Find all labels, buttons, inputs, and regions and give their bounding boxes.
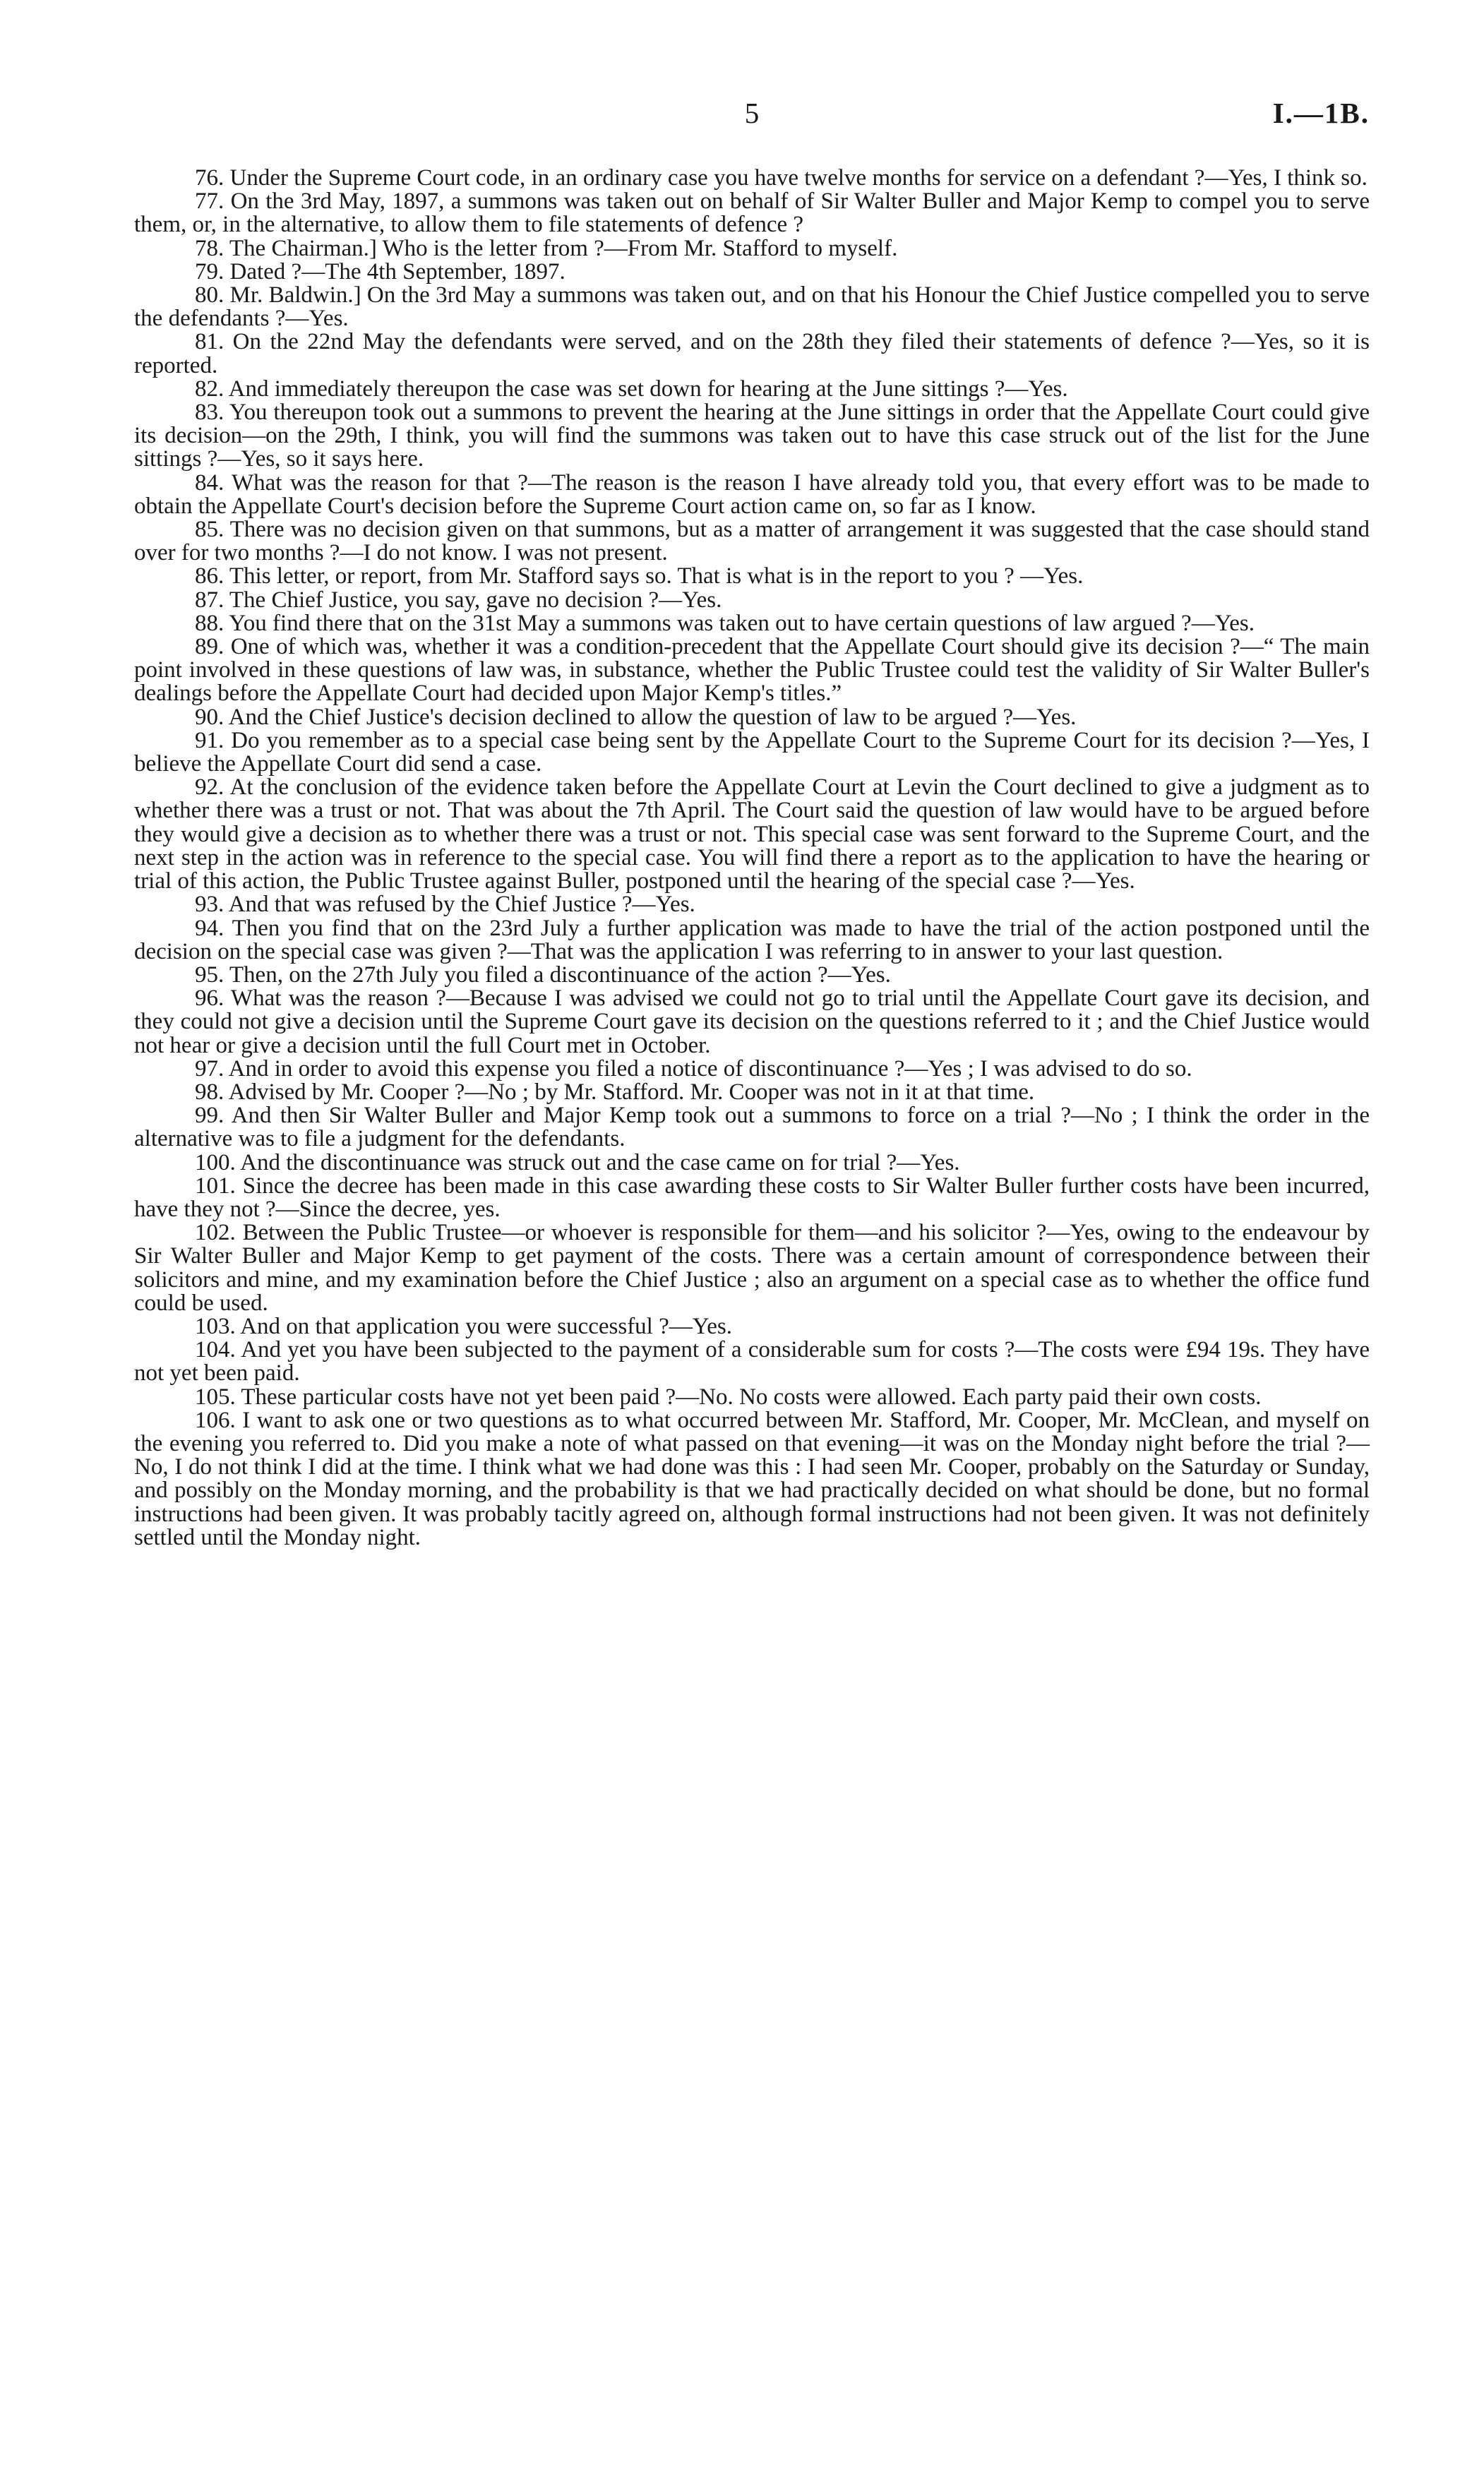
paragraph-91: 91. Do you remember as to a special case being sent by the Appellate Court to the Supreme Court for its decision ?—Yes, I believe the Appellate Court did send a case. [134, 727, 1370, 777]
paragraph-94: 94. Then you find that on the 23rd July a further application was made to have the trial of the action postponed until the decision on the special case was given ?—That was the application I was referring to in answer to your last question. [134, 915, 1370, 964]
paragraph-84: 84. What was the reason for that ?—The reason is the reason I have already told you, that every effort was to be made to obtain the Appellate Court's decision before the Supreme Court action came on, so far as I know. [134, 469, 1370, 519]
paragraph-88: 88. You find there that on the 31st May a summons was taken out to have certain questions of law argued ?—Yes. [195, 610, 1255, 636]
paragraph-105: 105. These particular costs have not yet been paid ?—No. No costs were allowed. Each party paid their own costs. [195, 1384, 1262, 1410]
paragraph-81: 81. On the 22nd May the defendants were served, and on the 28th they filed their statements of defence ?—Yes, so it is reported. [134, 329, 1370, 378]
paragraph-93: 93. And that was refused by the Chief Justice ?—Yes. [195, 892, 695, 918]
testimony-body [134, 167, 1370, 1550]
paragraph-85: 85. There was no decision given on that summons, but as a matter of arrangement it was suggested that the case should stand over for two months ?—I do not know. I was not present. [134, 517, 1370, 566]
paragraph-76: 76. Under the Supreme Court code, in an ordinary case you have twelve months for service on a defendant ?—Yes, I think so. [195, 165, 1368, 191]
page-header [134, 96, 1370, 138]
paragraph-77: 77. On the 3rd May, 1897, a summons was taken out on behalf of Sir Walter Buller and Major Kemp to compel you to serve them, or, in the alternative, to allow them to file statements of defence ? [134, 188, 1370, 238]
paragraph-106: 106. I want to ask one or two questions as to what occurred between Mr. Stafford, Mr. Cooper, Mr. McClean, and myself on the evening you referred to. Did you make a note of what passed on that evening—it was on the Monday night before the trial ?—No, I do not think I did at the time. I think what we had done was this : I had seen Mr. Cooper, probably on the Saturday or Sunday, and possibly on the Monday morning, and the probability is that we had practically decided on what should be done, but no formal instructions had been given. It was probably tacitly agreed on, although formal instructions had not been given. It was not definitely settled until the Monday night. [134, 1407, 1370, 1550]
page-number: 5 [744, 97, 760, 129]
paragraph-102: 102. Between the Public Trustee—or whoever is responsible for them—and his solicitor ?—Yes, owing to the endeavour by Sir Walter Buller and Major Kemp to get payment of the costs. There was a certain amount of correspondence between their solicitors and mine, and my examination before the Chief Justice ; also an argument on a special case as to whether the office fund could be used. [134, 1220, 1370, 1316]
paragraph-87: 87. The Chief Justice, you say, gave no decision ?—Yes. [195, 587, 722, 613]
paragraph-97: 97. And in order to avoid this expense you filed a notice of discontinuance ?—Yes ; I was advised to do so. [195, 1055, 1192, 1082]
paragraph-92: 92. At the conclusion of the evidence taken before the Appellate Court at Levin the Court declined to give a judgment as to whether there was a trust or not. That was about the 7th April. The Court said the question of law would have to be argued before they would give a decision as to whether there was a trust or not. This special case was sent forward to the Supreme Court, and the next step in the action was in reference to the special case. You will find there a report as to the application to have the hearing or trial of this action, the Public Trustee against Buller, postponed until the hearing of the special case ?—Yes. [134, 774, 1370, 894]
paragraph-101: 101. Since the decree has been made in this case awarding these costs to Sir Walter Buller further costs have been incurred, have they not ?—Since the decree, yes. [134, 1173, 1370, 1222]
paragraph-89: 89. One of which was, whether it was a condition-precedent that the Appellate Court should give its decision ?—“ The main point involved in these questions of law was, in substance, whether the Public Trustee could test the validity of Sir Walter Buller's dealings before the Appellate Court had decided upon Major Kemp's titles.” [134, 634, 1370, 707]
paragraph-79: 79. Dated ?—The 4th September, 1897. [195, 258, 566, 284]
paragraph-90: 90. And the Chief Justice's decision declined to allow the question of law to be argued ?—Yes. [195, 704, 1077, 730]
paragraph-100: 100. And the discontinuance was struck out and the case came on for trial ?—Yes. [195, 1149, 960, 1175]
paragraph-78: 78. The Chairman.] Who is the letter from ?—From Mr. Stafford to myself. [195, 235, 898, 261]
document-reference: I.—1B. [1272, 97, 1370, 129]
paragraph-103: 103. And on that application you were successful ?—Yes. [195, 1313, 733, 1339]
paragraph-99: 99. And then Sir Walter Buller and Major Kemp took out a summons to force on a trial ?—No ; I think the order in the alternative was to file a judgment for the defendants. [134, 1103, 1370, 1152]
paragraph-98: 98. Advised by Mr. Cooper ?—No ; by Mr. Stafford. Mr. Cooper was not in it at that time. [195, 1079, 1035, 1105]
paragraph-96: 96. What was the reason ?—Because I was advised we could not go to trial until the Appellate Court gave its decision, and they could not give a decision until the Supreme Court gave its decision on the questions referred to it ; and the Chief Justice would not hear or give a decision until the full Court met in October. [134, 986, 1370, 1058]
paragraph-104: 104. And yet you have been subjected to the payment of a considerable sum for costs ?—The costs were £94 19s. They have not yet been paid. [134, 1337, 1370, 1386]
paragraph-80: 80. Mr. Baldwin.] On the 3rd May a summons was taken out, and on that his Honour the Chief Justice compelled you to serve the defendants ?—Yes. [134, 282, 1370, 332]
paragraph-83: 83. You thereupon took out a summons to prevent the hearing at the June sittings in order that the Appellate Court could give its decision—on the 29th, I think, you will find the summons was taken out to have this case struck out of the list for the June sittings ?—Yes, so it says here. [134, 400, 1370, 472]
paragraph-86: 86. This letter, or report, from Mr. Stafford says so. That is what is in the report to you ? —Yes. [195, 563, 1084, 589]
paragraph-95: 95. Then, on the 27th July you filed a discontinuance of the action ?—Yes. [195, 962, 891, 988]
paragraph-82: 82. And immediately thereupon the case was set down for hearing at the June sittings ?—Yes. [195, 376, 1068, 402]
